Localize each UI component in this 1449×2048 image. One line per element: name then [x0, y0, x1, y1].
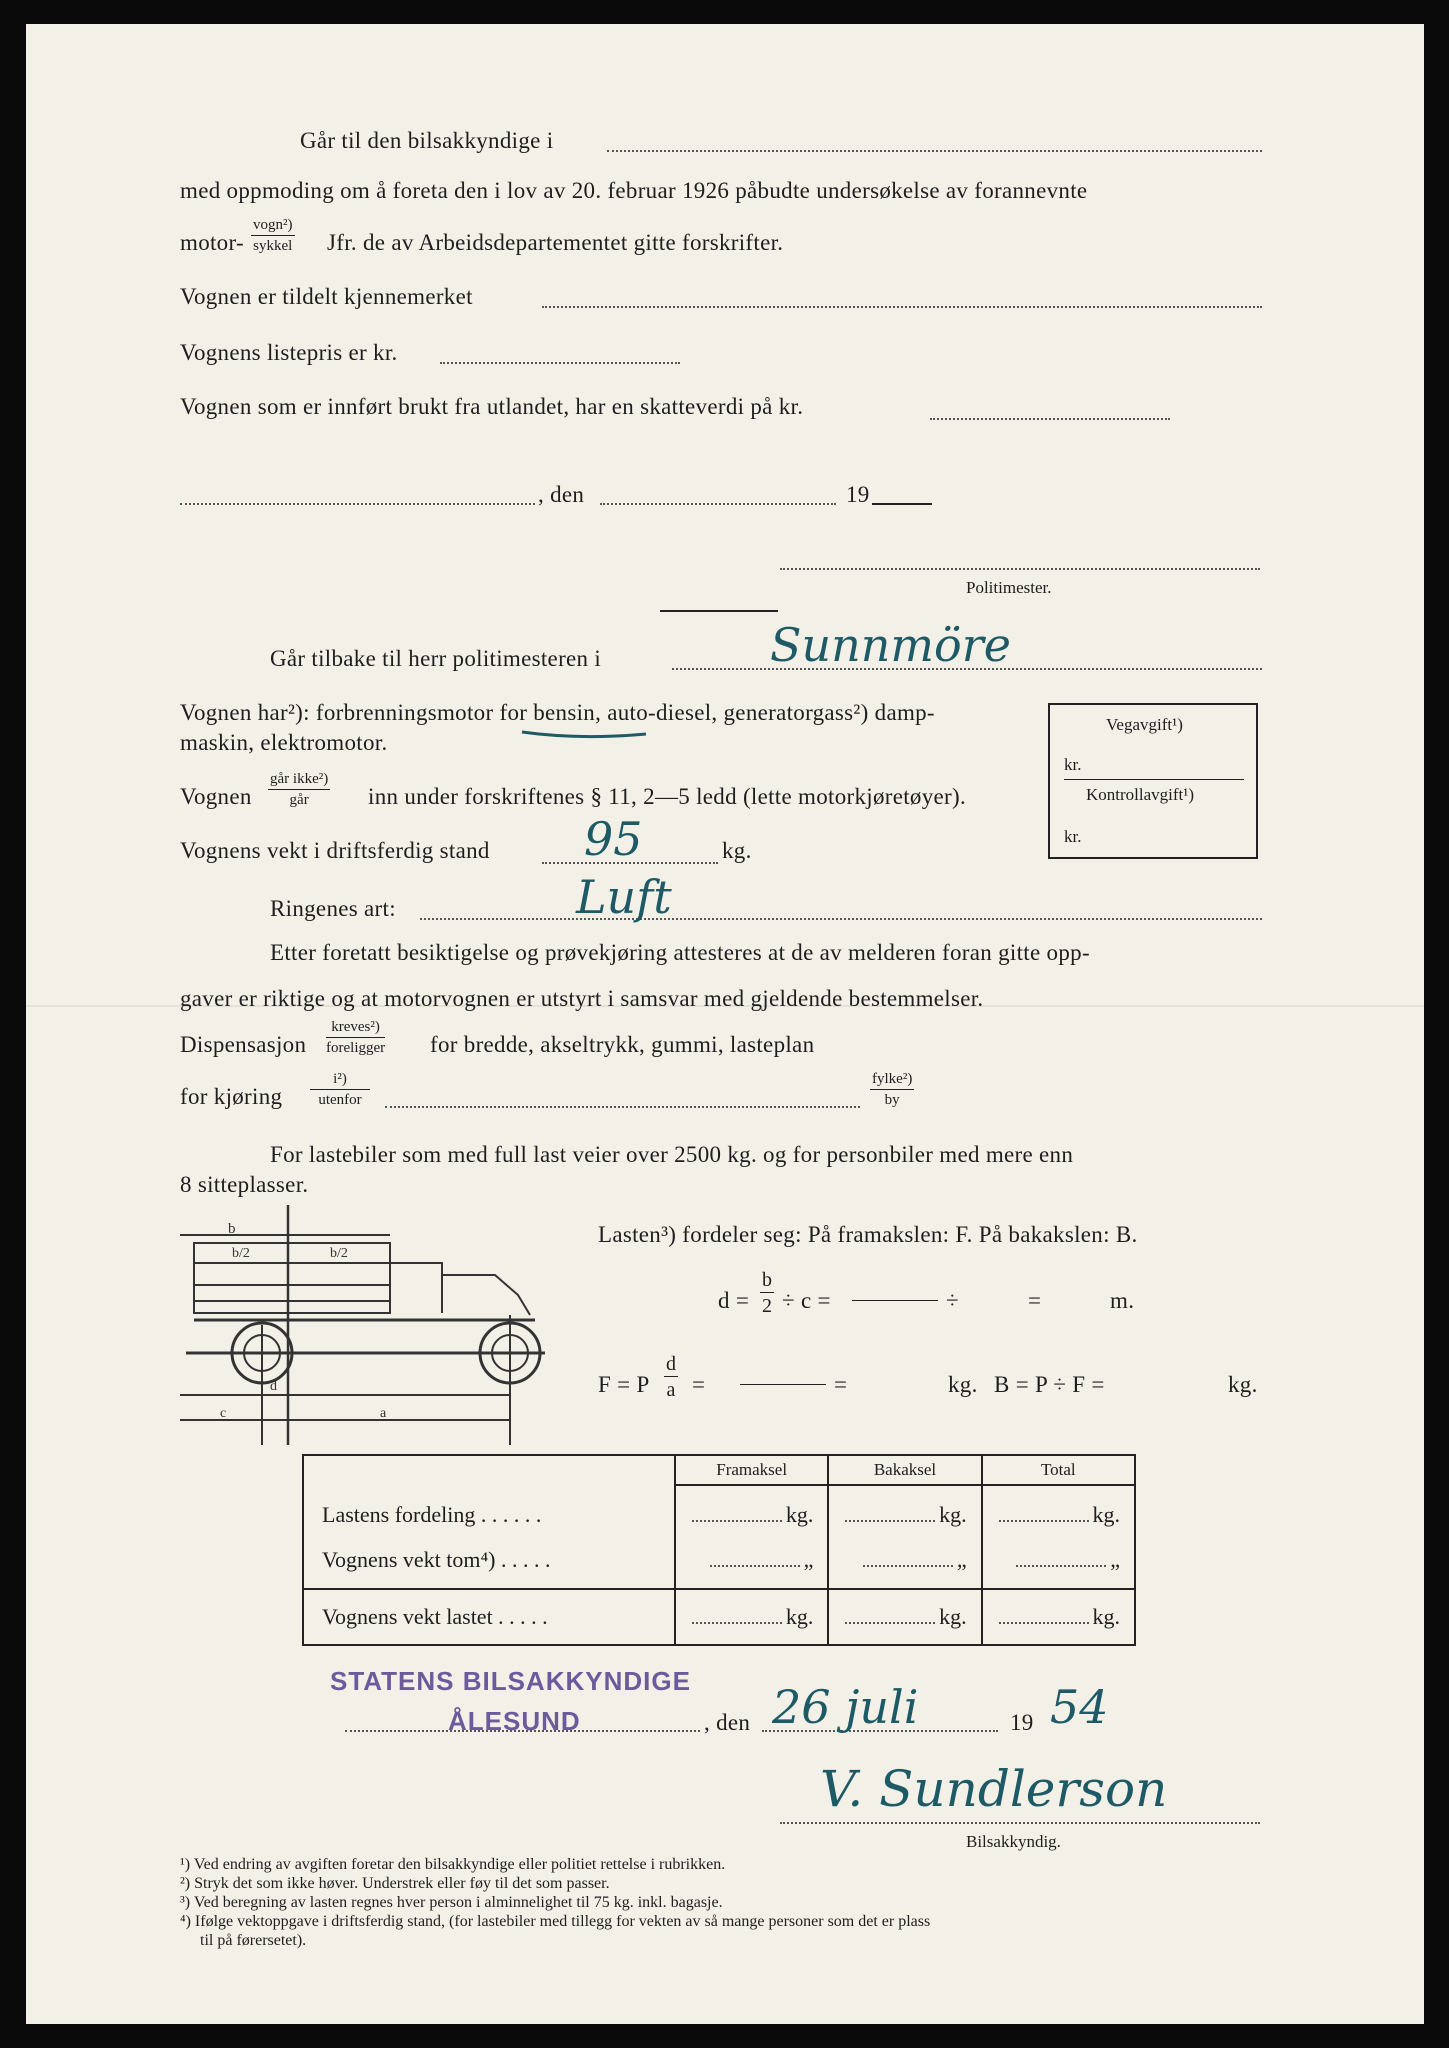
sign-den-label: , den: [704, 1710, 751, 1735]
kontrollavgift-kr: kr.: [1064, 827, 1082, 846]
date-field: [600, 503, 836, 505]
footnote-mark: ¹): [180, 1856, 191, 1873]
row-label-tom: Vognens vekt tom⁴) . . . . .: [322, 1546, 551, 1572]
motor-frac-top: vogn²): [251, 218, 295, 236]
disp-frac-top: kreves²): [326, 1020, 385, 1038]
sign-date-handwritten: 26 juli: [772, 1680, 919, 1734]
d-fraction: [760, 1270, 774, 1316]
bilsakkyndig-signature: V. Sundlerson: [820, 1760, 1168, 1818]
vegavgift-kr: kr.: [1064, 755, 1082, 774]
cell-fordeling-total: kg.: [1092, 1502, 1120, 1527]
attest-line2: gaver er riktige og at motorvognen er utstyrt i samsvar med gjeldende bestemmelser.: [180, 986, 984, 1011]
d-eq-mid: ÷ c =: [782, 1288, 831, 1313]
diagram-label-c: c: [220, 1406, 227, 1421]
lastebil-line1: For lastebiler som med full last veier over 2500 kg. og for personbiler med mere enn: [270, 1142, 1074, 1167]
b-unit: kg.: [1228, 1372, 1258, 1397]
b-eq: B = P ÷ F =: [994, 1372, 1105, 1397]
d-frac-top: b: [762, 1269, 772, 1291]
footnote-mark: ³): [180, 1893, 191, 1911]
sign-year-prefix: 19: [1010, 1710, 1034, 1735]
stamp-line2: ÅLESUND: [448, 1706, 581, 1736]
cell-tom-fram: „: [803, 1547, 814, 1572]
diagram-label-b2-right: b/2: [330, 1246, 348, 1261]
vognen-label: Vognen: [180, 784, 252, 809]
footnote-3: [180, 1894, 930, 1913]
motor-prefix: motor-: [180, 230, 244, 255]
footnote-text: Ifølge vektoppgave i driftsferdig stand, (for lastebiler med tillegg for vekten av så mange personer som det er plass: [194, 1912, 931, 1930]
footnote-text: Ved beregning av lasten regnes hver person i alminnelighet til 75 kg. inkl. bagasje.: [193, 1893, 723, 1911]
cell-tom-bak: „: [956, 1547, 967, 1572]
f-eq-blank: [740, 1384, 826, 1385]
d-eq-unit: m.: [1110, 1288, 1135, 1313]
returns-label: Går tilbake til herr politimesteren i: [270, 646, 602, 671]
fylke-bottom: by: [884, 1092, 900, 1108]
diagram-label-d: d: [270, 1379, 277, 1394]
cell-fordeling-fram: kg.: [785, 1502, 814, 1527]
row-label-lastet: Vognens vekt lastet . . . . .: [303, 1589, 675, 1645]
load-intro: Lasten³) fordeler seg: På framakslen: F. På bakakslen: B.: [598, 1222, 1138, 1247]
kontrollavgift-label: Kontrollavgift¹): [1086, 785, 1195, 804]
d-eq-div: ÷: [946, 1288, 959, 1313]
stamp-line1: STATENS BILSAKKYNDIGE: [330, 1666, 691, 1696]
listepris-label: Vognens listepris er kr.: [180, 340, 398, 365]
header-bakaksel: Bakaksel: [828, 1455, 981, 1485]
footnote-mark: ⁴): [180, 1912, 191, 1930]
header-framaksel: Framaksel: [675, 1455, 828, 1485]
disp-label: Dispensasjon: [180, 1032, 307, 1057]
kjoring-field: [385, 1106, 860, 1108]
footnote-mark: ²): [180, 1874, 191, 1892]
skatteverdi-field: [930, 418, 1170, 420]
f-eq2: =: [834, 1372, 848, 1397]
f-prefix: F = P: [598, 1372, 650, 1397]
footnote-4-cont: [180, 1932, 930, 1951]
disp-rest: for bredde, akseltrykk, gummi, lasteplan: [430, 1032, 815, 1057]
f-frac-bottom: a: [666, 1379, 676, 1401]
footnote-text: til på førersetet).: [200, 1931, 307, 1949]
gaar-frac-top: går ikke²): [268, 772, 330, 790]
tires-label: Ringenes art:: [270, 896, 396, 921]
cell-tom-total: „: [1110, 1547, 1120, 1572]
d-eq-prefix: d =: [718, 1288, 750, 1313]
forskrift-text: inn under forskriftenes § 11, 2—5 ledd (lette motorkjøretøyer).: [368, 784, 966, 809]
weight-handwritten: 95: [584, 812, 643, 866]
sign-year-handwritten: 54: [1050, 1680, 1109, 1734]
skatteverdi-label: Vognen som er innført brukt fra utlandet, har en skatteverdi på kr.: [180, 394, 804, 419]
weight-unit: kg.: [722, 838, 752, 863]
year-prefix: 19: [846, 482, 870, 507]
kjennemerke-label: Vognen er tildelt kjennemerket: [180, 284, 473, 309]
motor-frac-bottom: sykkel: [253, 238, 293, 254]
fylke-top: fylke²): [870, 1072, 914, 1090]
den-label: , den: [538, 482, 585, 507]
line3-rest: Jfr. de av Arbeidsdepartementet gitte forskrifter.: [327, 230, 784, 255]
footnote-4: [180, 1913, 930, 1932]
motor-type-underline: [520, 728, 650, 740]
cell-lastet-bak: kg.: [939, 1604, 967, 1629]
f-eq: =: [692, 1372, 706, 1397]
footnote-text: Stryk det som ikke høver. Understrek eller føy til det som passer.: [194, 1874, 610, 1892]
tires-field: [420, 918, 1262, 920]
listepris-field: [440, 362, 680, 364]
fylke-fraction: [870, 1072, 914, 1108]
bilsakkyndig-signature-field: [780, 1822, 1260, 1824]
footnote-2: [180, 1875, 930, 1894]
politimester-signature-field: [780, 568, 1260, 570]
fee-box: [1048, 703, 1258, 859]
lastebil-line2: 8 sitteplasser.: [180, 1172, 309, 1197]
returns-handwritten: Sunnmöre: [770, 618, 1011, 672]
row-label-fordeling: Lastens fordeling . . . . . .: [322, 1501, 542, 1527]
cell-fordeling-bak: kg.: [939, 1502, 967, 1527]
truck-cab: [390, 1263, 442, 1313]
weight-label: Vognens vekt i driftsferdig stand: [180, 838, 490, 863]
motor-fraction: [251, 218, 295, 254]
header-total: Total: [982, 1455, 1135, 1485]
kjennemerke-field: [542, 306, 1262, 308]
load-table: [302, 1454, 1136, 1646]
year-field: [872, 503, 932, 505]
footnote-text: Ved endring av avgiften foretar den bilsakkyndige eller politiet rettelse i rubrikken.: [193, 1856, 726, 1873]
cell-lastet-fram: kg.: [785, 1604, 814, 1629]
separator-line: [660, 610, 778, 612]
diagram-label-b2-left: b/2: [232, 1246, 250, 1261]
motor-type-line1: Vognen har²): forbrenningsmotor for bensin, auto-diesel, generatorgass²) damp-: [180, 700, 935, 725]
d-frac-bottom: 2: [762, 1295, 772, 1317]
f-frac-top: d: [666, 1353, 676, 1375]
line1-field: [607, 150, 1262, 152]
vegavgift-label: Vegavgift¹): [1106, 715, 1183, 734]
footnote-1: [180, 1856, 930, 1875]
kjoring-label: for kjøring: [180, 1084, 283, 1109]
cell-lastet-total: kg.: [1092, 1604, 1120, 1629]
kjoring-fraction: [310, 1072, 370, 1108]
f-fraction: [664, 1354, 678, 1400]
gaar-fraction: [268, 772, 330, 808]
diagram-label-a: a: [380, 1406, 387, 1421]
bilsakkyndig-label: Bilsakkyndig.: [966, 1832, 1061, 1851]
place-field: [180, 503, 535, 505]
d-eq-eq: =: [1028, 1288, 1042, 1313]
kjoring-frac-bottom: utenfor: [318, 1092, 362, 1108]
gaar-frac-bottom: går: [289, 792, 309, 808]
attest-line1: Etter foretatt besiktigelse og prøvekjøring attesteres at de av melderen foran gitte opp-: [270, 940, 1090, 965]
politimester-label: Politimester.: [966, 578, 1052, 597]
vegavgift-field: [1064, 779, 1244, 780]
disp-fraction: [326, 1020, 385, 1056]
truck-hood: [442, 1275, 530, 1315]
motor-type-line2: maskin, elektromotor.: [180, 730, 388, 755]
d-eq-blank: [852, 1300, 938, 1301]
truck-cargo-bed: [194, 1243, 390, 1313]
kjoring-frac-top: i²): [310, 1072, 370, 1090]
diagram-label-b: b: [228, 1221, 236, 1237]
line2-text: med oppmoding om å foreta den i lov av 20. februar 1926 påbudte undersøkelse av forannevnte: [180, 178, 1088, 203]
line1-label: Går til den bilsakkyndige i: [300, 128, 554, 153]
footnotes: [180, 1856, 930, 1950]
tires-handwritten: Luft: [576, 870, 672, 924]
f-unit: kg.: [948, 1372, 978, 1397]
disp-frac-bottom: foreligger: [326, 1040, 386, 1056]
sign-place-field: [345, 1730, 700, 1732]
truck-diagram: [180, 1205, 560, 1445]
